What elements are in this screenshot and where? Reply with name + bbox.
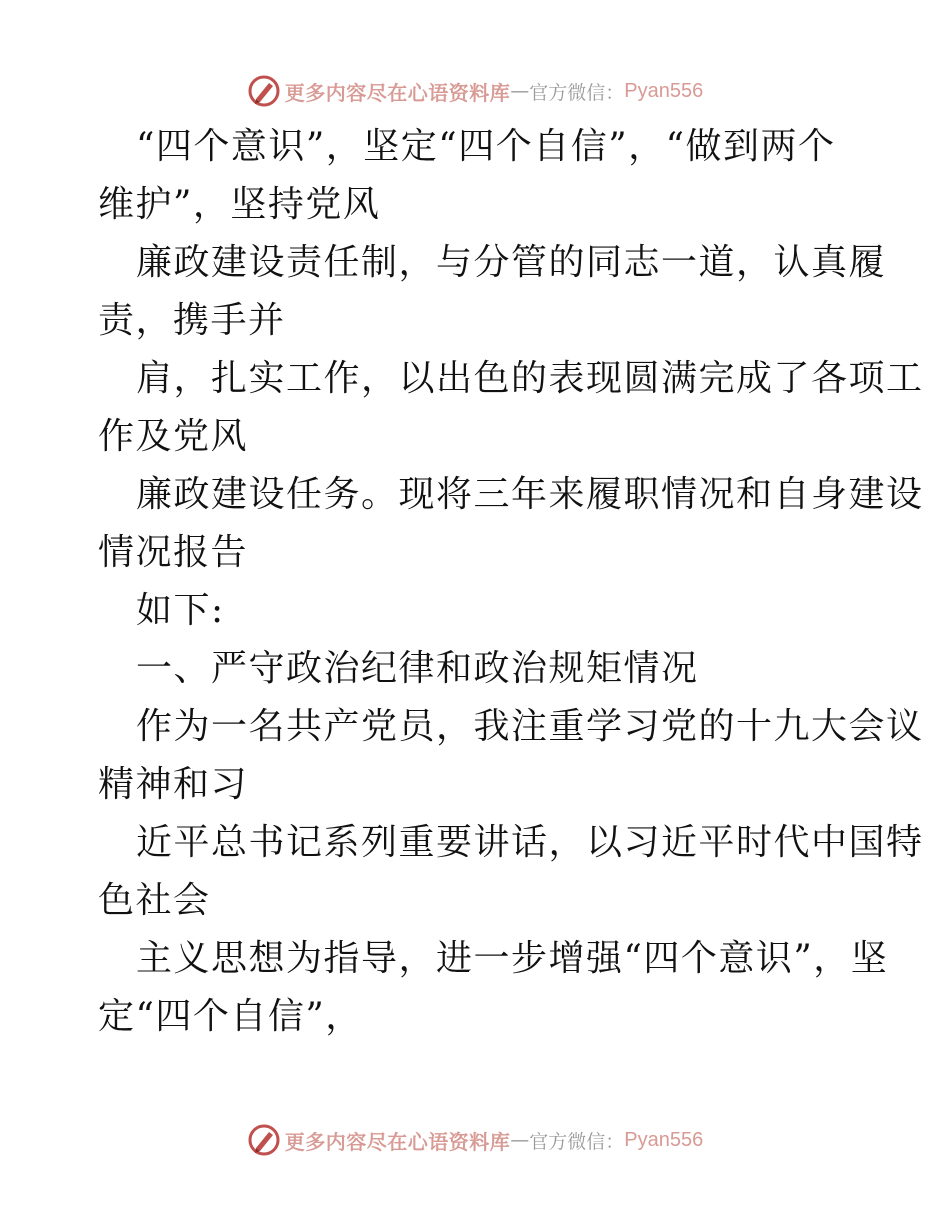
text-line: 廉政建设任务。现将三年来履职情况和自身建设 xyxy=(136,474,924,515)
text-line: 廉政建设责任制，与分管的同志一道，认真履 xyxy=(136,242,887,283)
text-line: 情况报告 xyxy=(98,532,249,573)
pen-seal-icon xyxy=(247,74,281,108)
pen-seal-icon xyxy=(247,1123,281,1157)
watermark-brand: 更多内容尽在心语资料库 xyxy=(284,80,511,105)
section-heading: 一、严守政治纪律和政治规矩情况 xyxy=(136,648,699,689)
text-line: 如下: xyxy=(136,590,225,631)
text-line: 精神和习 xyxy=(98,764,249,805)
watermark-label: 官方微信： xyxy=(529,81,625,104)
text-line: 近平总书记系列重要讲话，以习近平时代中国特 xyxy=(136,822,924,863)
watermark-label: 官方微信： xyxy=(529,1130,625,1153)
text-line: 色社会 xyxy=(98,880,211,921)
text-line: 主义思想为指导，进一步增强“四个意识”，坚 xyxy=(136,938,889,979)
watermark-brand: 更多内容尽在心语资料库 xyxy=(284,1129,511,1154)
text-line: 定“四个自信”， xyxy=(98,996,363,1037)
text-line: 作为一名共产党员，我注重学习党的十九大会议 xyxy=(136,706,924,747)
watermark-dash: — xyxy=(510,80,530,102)
text-line: 维护”，坚持党风 xyxy=(98,184,381,225)
footer-watermark xyxy=(0,1120,950,1160)
watermark-dash: — xyxy=(510,1129,530,1151)
watermark-wechat-id: Pyan556 xyxy=(624,79,704,102)
text-line: 责，携手并 xyxy=(98,300,286,341)
text-line: 作及党风 xyxy=(98,416,249,457)
text-line: 肩，扎实工作，以出色的表现圆满完成了各项工 xyxy=(136,358,924,399)
header-watermark xyxy=(0,71,950,111)
watermark-wechat-id: Pyan556 xyxy=(624,1128,704,1151)
text-line: “四个意识”，坚定“四个自信”，“做到两个 xyxy=(136,126,836,167)
document-body xyxy=(98,118,924,1046)
